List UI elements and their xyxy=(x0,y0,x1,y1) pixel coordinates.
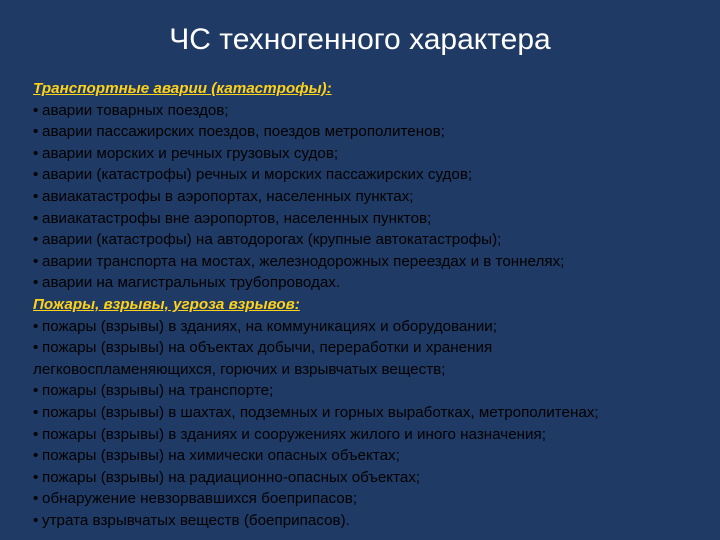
bullet-icon: • xyxy=(33,403,39,421)
slide-title: ЧС техногенного характера xyxy=(169,23,551,56)
bullet-icon: • xyxy=(33,209,39,227)
bullet-icon: • xyxy=(33,144,39,162)
list-item: • аварии (катастрофы) речных и морских пассажирских судов; xyxy=(33,164,718,186)
list-item: • аварии (катастрофы) на автодорогах (крупные автокатастрофы); xyxy=(33,229,718,251)
list-item: • пожары (взрывы) в зданиях и сооружениях жилого и иного назначения; xyxy=(33,424,718,446)
list-item: • пожары (взрывы) на химически опасных объектах; xyxy=(33,445,718,467)
bullet-icon: • xyxy=(33,511,39,529)
list-item: • авиакатастрофы в аэропортах, населенных пунктах; xyxy=(33,186,718,208)
list-item: • пожары (взрывы) на транспорте; xyxy=(33,380,718,402)
list-item: • авиакатастрофы вне аэропортов, населенных пунктов; xyxy=(33,208,718,230)
section-heading-transport: Транспортные аварии (катастрофы): xyxy=(33,80,332,97)
bullet-icon: • xyxy=(33,382,39,400)
bullet-icon: • xyxy=(33,166,39,184)
list-item: • пожары (взрывы) в зданиях, на коммуникациях и оборудовании; xyxy=(33,316,718,338)
bullet-icon: • xyxy=(33,490,39,508)
bullet-icon: • xyxy=(33,339,39,357)
slide-body xyxy=(33,78,718,531)
list-item: • аварии товарных поездов; xyxy=(33,100,718,122)
bullet-icon: • xyxy=(33,231,39,249)
section-heading-fires: Пожары, взрывы, угроза взрывов: xyxy=(33,295,300,313)
bullet-icon: • xyxy=(33,425,39,443)
bullet-icon: • xyxy=(33,468,39,486)
bullet-icon: • xyxy=(33,317,39,335)
bullet-icon: • xyxy=(33,123,39,141)
list-item: • обнаружение невзорвавшихся боеприпасов; xyxy=(33,488,718,510)
list-item: • пожары (взрывы) на радиационно-опасных объектах; xyxy=(33,467,718,489)
bullet-icon: • xyxy=(33,101,39,119)
bullet-icon: • xyxy=(33,252,39,270)
list-item: • аварии транспорта на мостах, железнодорожных переездах и в тоннелях; xyxy=(33,251,718,273)
list-item: • утрата взрывчатых веществ (боеприпасов). xyxy=(33,510,718,532)
list-item: • аварии пассажирских поездов, поездов метрополитенов; xyxy=(33,121,718,143)
bullet-icon: • xyxy=(33,447,39,465)
bullet-icon: • xyxy=(33,187,39,205)
list-item: • пожары (взрывы) в шахтах, подземных и горных выработках, метрополитенах; xyxy=(33,402,718,424)
bullet-icon: • xyxy=(33,274,39,292)
list-item-continuation: легковоспламеняющихся, горючих и взрывчатых веществ; xyxy=(33,360,446,378)
list-item: • аварии морских и речных грузовых судов; xyxy=(33,143,718,165)
list-item: • аварии на магистральных трубопроводах. xyxy=(33,272,718,294)
list-item: • пожары (взрывы) на объектах добычи, переработки и хранения xyxy=(33,337,718,359)
